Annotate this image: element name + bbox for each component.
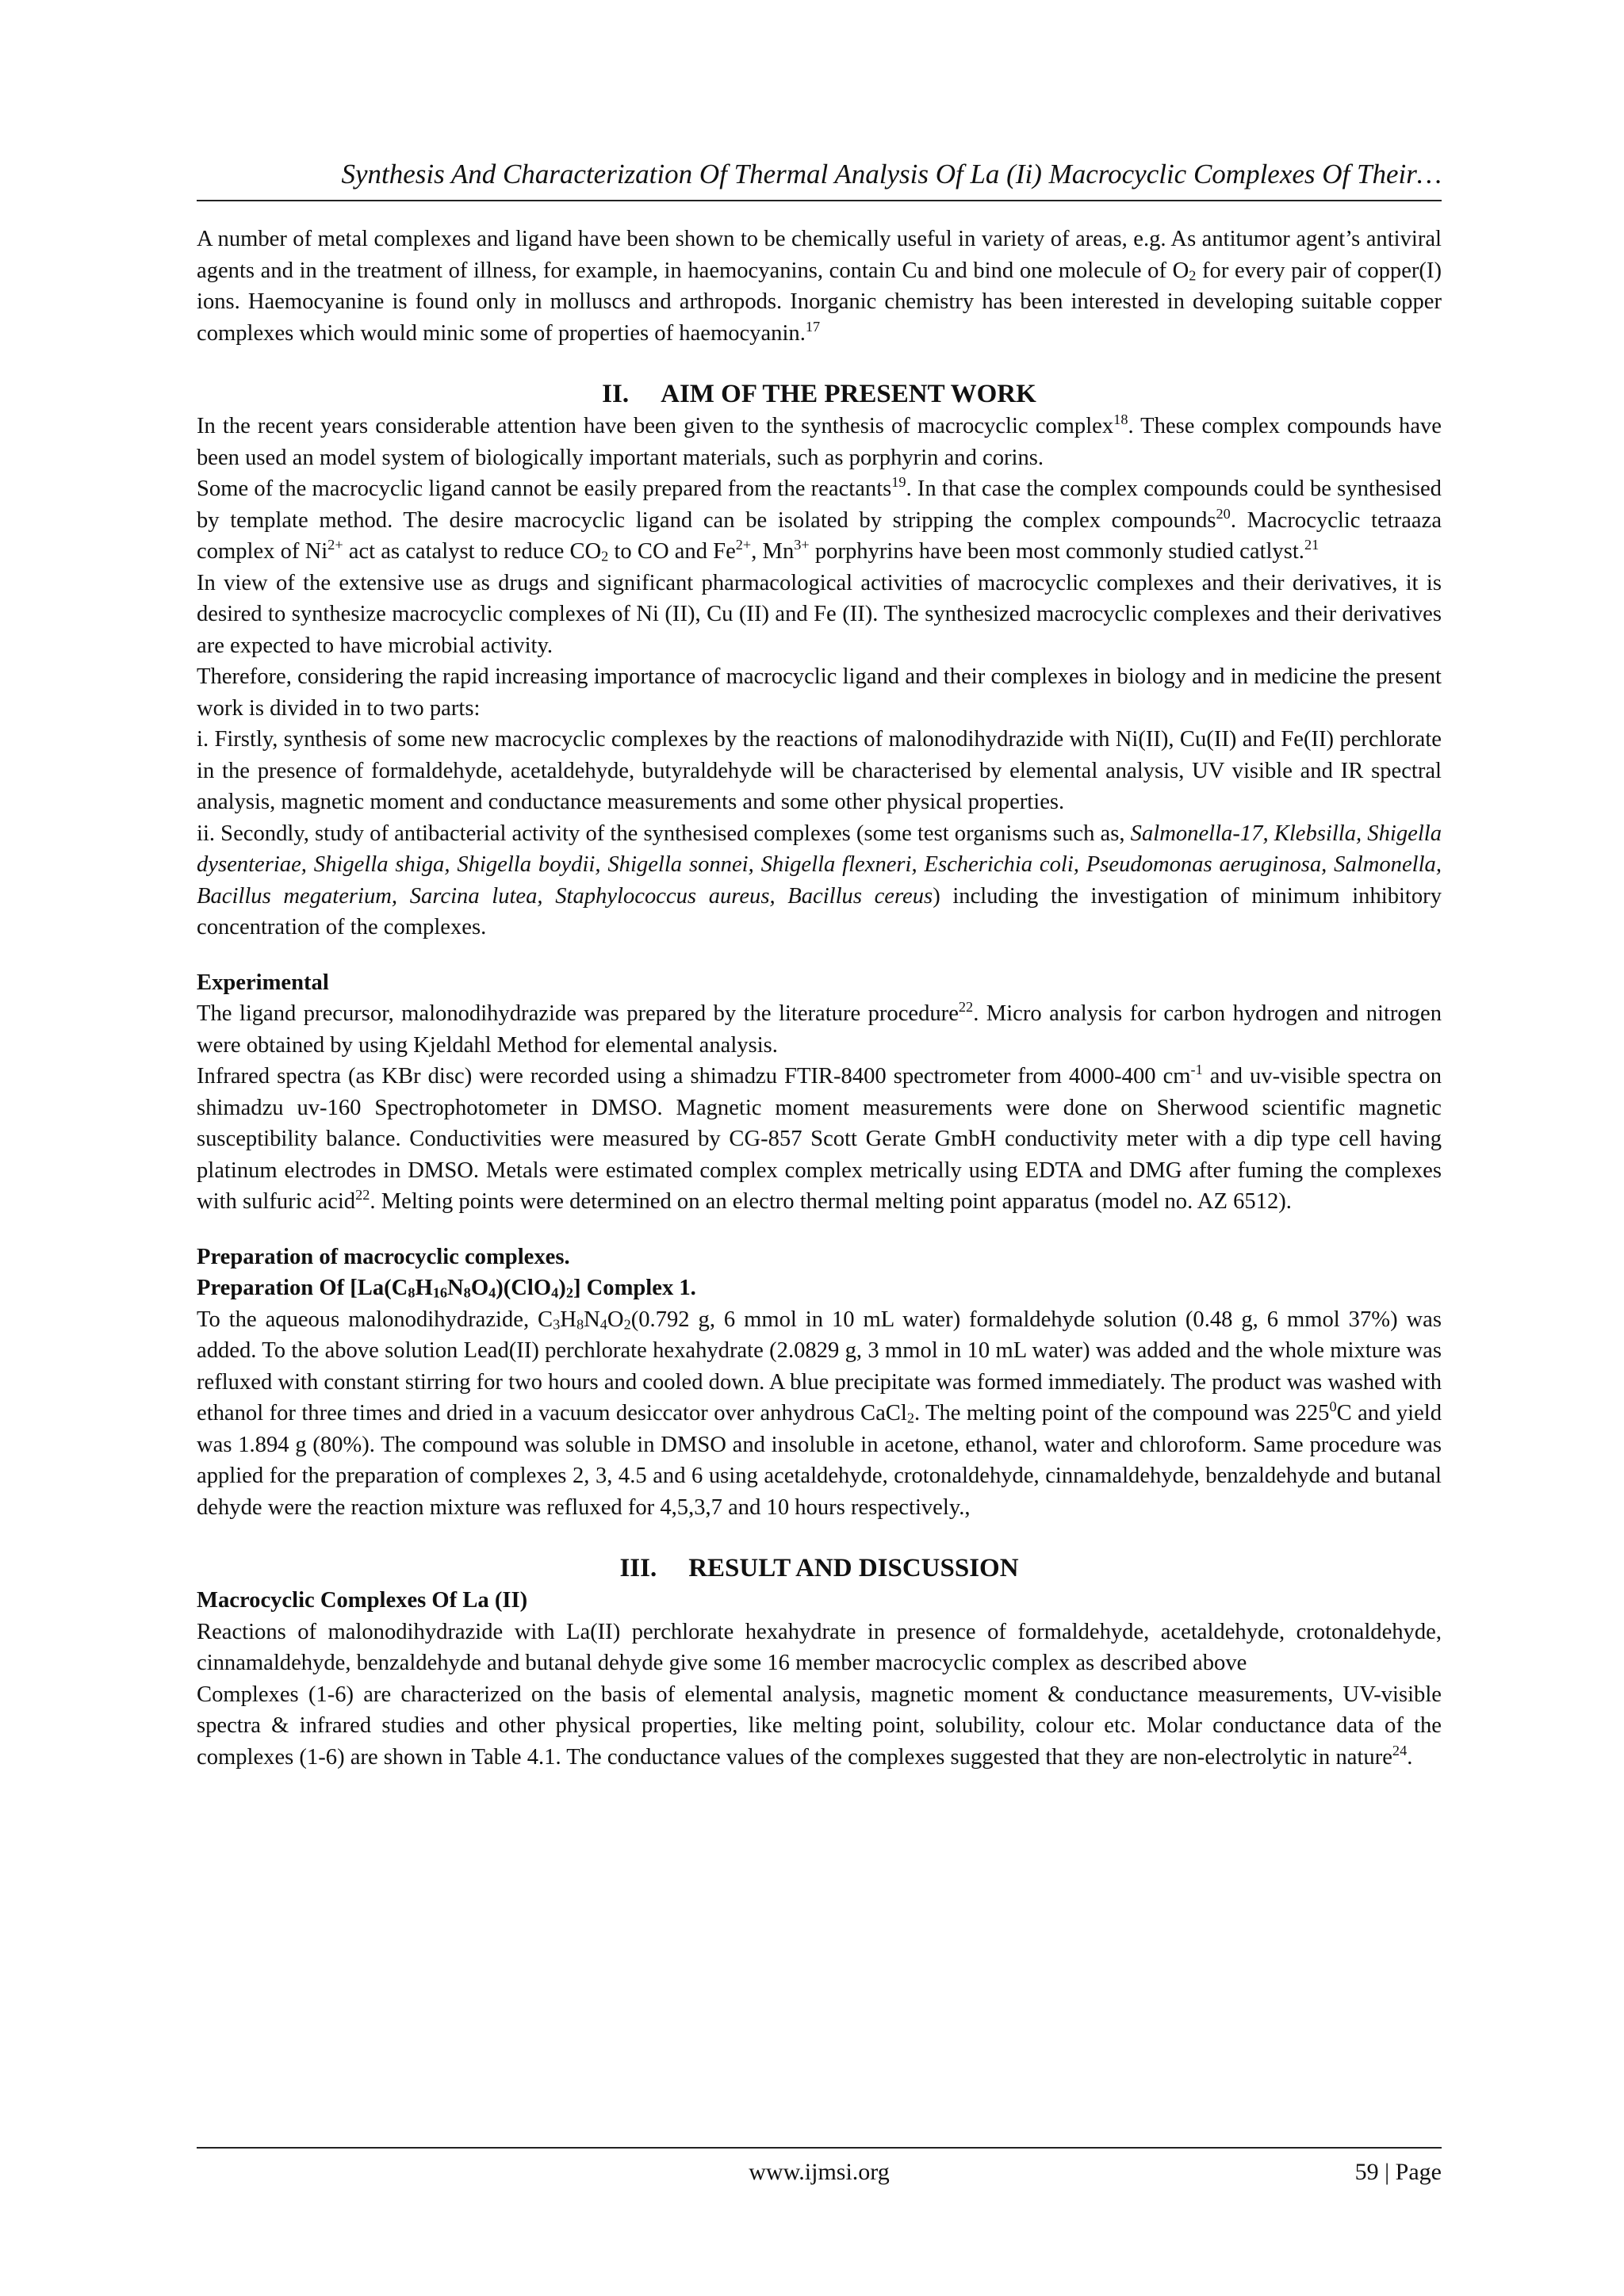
citation-19: 19	[891, 474, 906, 491]
aim-paragraph-4: Therefore, considering the rapid increasing importance of macrocyclic ligand and their complexes in biology and in medicine the present work is divided in to two parts:	[197, 664, 1442, 721]
citation-18: 18	[1113, 411, 1128, 428]
spacer	[197, 1523, 1442, 1547]
aim-paragraph-3: In view of the extensive use as drugs and significant pharmacological activities of macrocyclic complexes and their derivatives, it is desired to synthesize macrocyclic complexes of Ni (II), Cu (II) and Fe (II). The synthesized macrocyclic complexes and their derivatives are expected to have microbial activity.	[197, 570, 1442, 658]
experimental-paragraph-1: The ligand precursor, malonodihydrazide was prepared by the literature procedure$^{22}$. Micro analysis for carbon hydrogen and nitrogen were obtained by using Kjeldahl Method for elemental analysis.	[197, 999, 1442, 1058]
preparation-heading: Preparation of macrocyclic complexes.	[197, 1244, 570, 1269]
spacer	[197, 1218, 1442, 1242]
spacer	[197, 349, 1442, 373]
footer-rule	[197, 2147, 1442, 2149]
citation-22b: 22	[355, 1187, 370, 1203]
organism-list: Salmonella-17, Klebsilla, Shigella dysenteriae, Shigella shiga, Shigella boydii, Shigella sonnei, Shigella flexneri, Escherichia coli, Pseudomonas aeruginosa, Salmonella, Bacillus megaterium, Sarcina lutea, Staphylococcus aureus, Bacillus cereus	[197, 821, 1442, 909]
citation-20: 20	[1216, 505, 1231, 522]
preparation-paragraph: To the aqueous malonodihydrazide, $C_3H_8N_4O_2(0.792$ g, 6 mmol in 10 mL water) formaldehyde solution (0.48 g, 6 mmol 37%) was added. To the above solution Lead(II) perchlorate hexahydrate (2.0829 g, 3 mmol in 10 mL water) was added and the whole mixture was refluxed with constant stirring for two hours and cooled down. A blue precipitate was formed immediately. The product was washed with ethanol for three times and dried in a vacuum desiccator over anhydrous CaCl$_2$. The melting point of the compound was $225^0C$ and yield was 1.894 g (80%). The compound was soluble in DMSO and insoluble in acetone, ethanol, water and chloroform. Same procedure was applied for the preparation of complexes 2, 3, 4.5 and 6 using acetaldehyde, crotonaldehyde, cinnamaldehyde, benzaldehyde and butanal dehyde were the reaction mixture was refluxed for 4,5,3,7 and 10 hours respectively.,	[197, 1307, 1442, 1520]
experimental-heading: Experimental	[197, 970, 329, 995]
aim-part-one: i. Firstly, synthesis of some new macrocyclic complexes by the reactions of malonodihydrazide with Ni(II), Cu(II) and Fe(II) perchlorate in the presence of formaldehyde, acetaldehyde, butyraldehyde will be characterised by elemental analysis, UV visible and IR spectral analysis, magnetic moment and conductance measurements and some other physical properties.	[197, 727, 1442, 814]
aim-part-two: ii. Secondly, study of antibacterial activity of the synthesised complexes (some test organisms such as, Salmonella-17, Klebsilla, Shigella dysenteriae, Shigella shiga, Shigella boydii, Shigella sonnei, Shigella flexneri, Escherichia coli, Pseudomonas aeruginosa, Salmonella, Bacillus megaterium, Sarcina lutea, Staphylococcus aureus, Bacillus cereus) including the investigation of minimum inhibitory concentration of the complexes.	[197, 821, 1442, 939]
results-paragraph-1: Reactions of malonodihydrazide with La(II) perchlorate hexahydrate in presence of formaldehyde, acetaldehyde, crotonaldehyde, cinnamaldehyde, benzaldehyde and butanal dehyde give some 16 member macrocyclic complex as described above	[197, 1619, 1442, 1675]
intro-paragraph: A number of metal complexes and ligand have been shown to be chemically useful in variety of areas, e.g. As antitumor agent’s antiviral agents and in the treatment of illness, for example, in haemocyanins, contain Cu and bind one molecule of $O_2$ for every pair of copper(I) ions. Haemocyanine is found only in molluscs and arthropods. Inorganic chemistry has been interested in developing suitable copper complexes which would minic some of properties of haemocyanin.$^{17}$	[197, 227, 1442, 346]
experimental-paragraph-2: Infrared spectra (as KBr disc) were recorded using a shimadzu FTIR-8400 spectrometer from 4000-400 $cm^{-1}$ and uv-visible spectra on shimadzu uv-160 Spectrophotometer in DMSO. Magnetic moment measurements were done on Sherwood scientific magnetic susceptibility balance. Conductivities were measured by CG-857 Scott Gerate GmbH conductivity meter with a dip type cell having platinum electrodes in DMSO. Metals were estimated complex complex metrically using EDTA and DMG after fuming the complexes with sulfuric acid$^{22}$. Melting points were determined on an electro thermal melting point apparatus (model no. AZ 6512).	[197, 1062, 1442, 1214]
running-header: Synthesis And Characterization Of Thermal Analysis Of La (Ii) Macrocyclic Complexes Of Their…	[341, 159, 1442, 189]
results-paragraph-2: Complexes (1-6) are characterized on the basis of elemental analysis, magnetic moment & conductance measurements, UV-visible spectra & infrared studies and other physical properties, like melting point, solubility, colour etc. Molar conductance data of the complexes (1-6) are shown in Table 4.1. The conductance values of the complexes suggested that they are non-electrolytic in nature$^{24}$.	[197, 1682, 1442, 1770]
citation-22: 22	[958, 999, 974, 1016]
spacer	[197, 943, 1442, 967]
page-number: 59 | Page	[1354, 2159, 1442, 2185]
journal-page	[197, 151, 1442, 2275]
aim-paragraph-2: Some of the macrocyclic ligand cannot be easily prepared from the reactants$^{19}$. In that case the complex compounds could be synthesised by template method. The desire macrocyclic ligand can be isolated by stripping the complex compounds$^{20}$. Macrocyclic tetraaza complex of $Ni^{2+}$ act as catalyst to reduce $CO_2$ to CO and $Fe^{2+}$, $Mn^{3+}$ porphyrins have been most commonly studied catlyst.$^{21}$	[197, 474, 1442, 564]
journal-url[interactable]: www.ijmsi.org	[749, 2159, 890, 2185]
aim-paragraph-1: In the recent years considerable attention have been given to the synthesis of macrocyclic complex$^{18}$. These complex compounds have been used an model system of biologically important materials, such as porphyrin and corins.	[197, 411, 1442, 470]
complex-1-heading: Preparation Of $[La(C_8H_{16}N_8O_4)(ClO_4)_2]$ Complex 1.	[197, 1276, 696, 1301]
citation-24: 24	[1392, 1742, 1408, 1758]
header-rule	[197, 200, 1442, 201]
results-subheading: Macrocyclic Complexes Of La (II)	[197, 1588, 528, 1613]
section-heading-aim: II. AIM OF THE PRESENT WORK	[602, 380, 1036, 408]
section-heading-results: III. RESULT AND DISCUSSION	[619, 1554, 1019, 1582]
article-body	[197, 224, 1442, 1773]
citation-17: 17	[805, 318, 821, 335]
citation-21: 21	[1304, 537, 1320, 553]
